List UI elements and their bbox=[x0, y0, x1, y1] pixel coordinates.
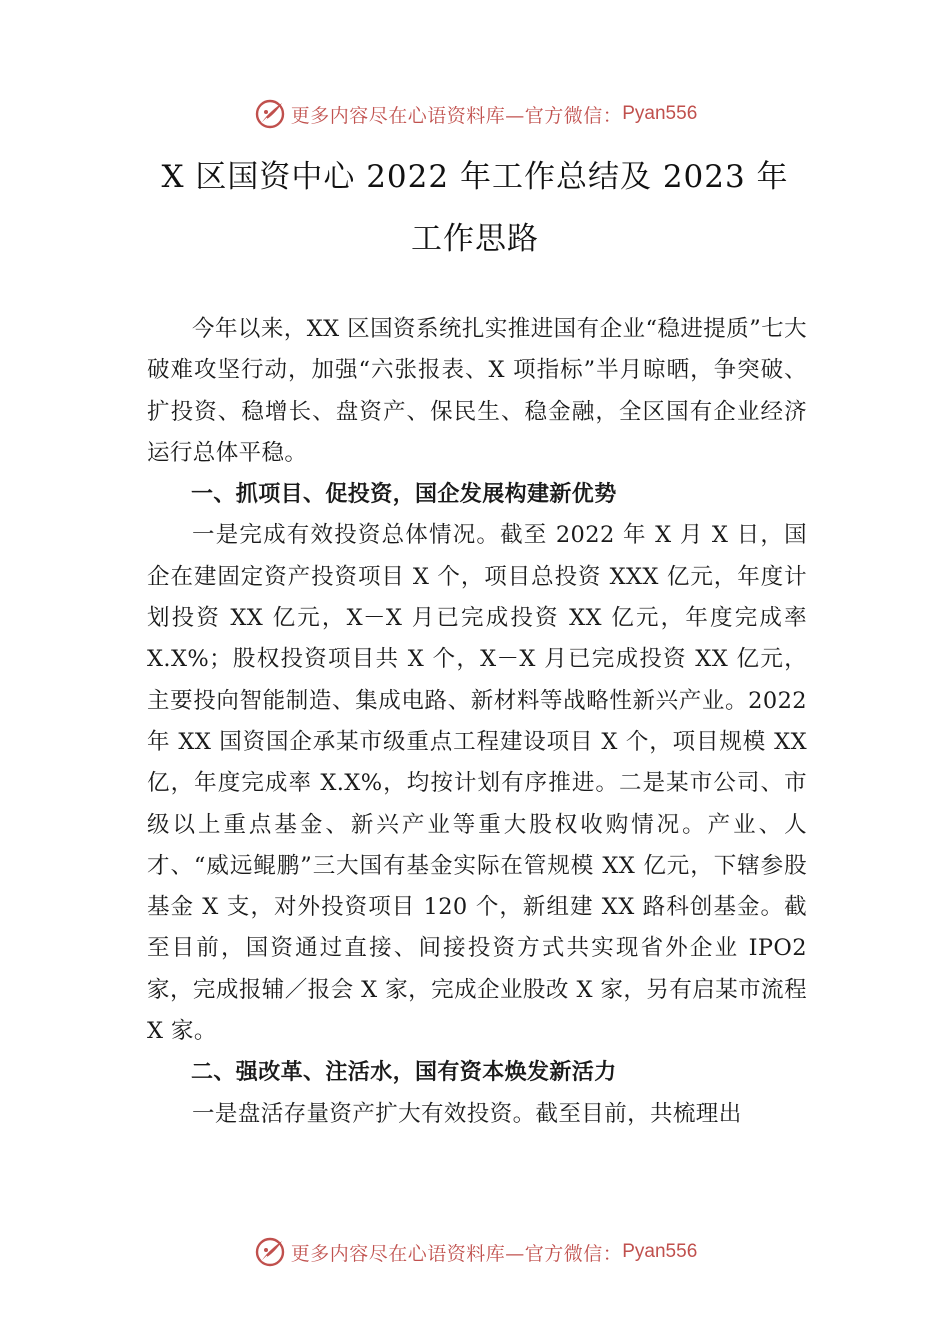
quill-pen-logo-icon bbox=[253, 97, 287, 131]
footer-watermark bbox=[0, 1232, 950, 1272]
section-2-paragraph: 一是盘活存量资产扩大有效投资。截至目前，共梳理出 bbox=[192, 1100, 742, 1127]
document-title-line-1: X 区国资中心 2022 年工作总结及 2023 年 bbox=[161, 159, 789, 195]
section-heading-2: 二、强改革、注活水，国有资本焕发新活力 bbox=[191, 1060, 617, 1086]
quill-pen-logo-icon bbox=[253, 1235, 287, 1269]
document-body bbox=[147, 309, 807, 1135]
section-1-paragraph: 一是完成有效投资总体情况。截至 2022 年 X 月 X 日，国企在建固定资产投资项目 X 个，项目总投资 XXX 亿元，年度计划投资 XX 亿元，X－X 月已完成投资 XX 亿元，年度完成率 X.X%；股权投资项目共 X 个，X－X 月已完成投资 XX 亿元，主要投向智能制造、集成电路、新材料等战略性新兴产业。2022 年 XX 国资国企承某市级重点工程建设项目 X 个，项目规模 XX 亿，年度完成率 X.X%，均按计划有序推进。二是某市公司、市级以上重点基金、新兴产业等重大股权收购情况。产业、人才、“威远鲲鹏”三大国有基金实际在管规模 XX 亿元，下辖参股基金 X 支，对外投资项目 120 个，新组建 XX 路科创基金。截至目前，国资通过直接、间接投资方式共实现省外企业 IPO2 家，完成报辅／报会 X 家，完成企业股改 X 家，另有启某市流程 X 家。 bbox=[147, 522, 807, 1045]
section-heading-1: 一、抓项目、促投资，国企发展构建新优势 bbox=[191, 482, 617, 508]
watermark-brand: Pyan556 bbox=[622, 1241, 698, 1262]
document-title-line-2: 工作思路 bbox=[411, 221, 539, 257]
watermark-slogan: 更多内容尽在心语资料库—官方微信： bbox=[290, 104, 623, 127]
intro-paragraph: 今年以来，XX 区国资系统扎实推进国有企业“稳进提质”七大破难攻坚行动，加强“六张报表、X 项指标”半月晾晒，争突破、扩投资、稳增长、盘资产、保民生、稳金融，全区国有企业经济运行总体平稳。 bbox=[147, 316, 807, 466]
watermark-slogan: 更多内容尽在心语资料库—官方微信： bbox=[290, 1242, 623, 1265]
watermark-brand: Pyan556 bbox=[622, 103, 698, 124]
header-watermark bbox=[0, 94, 950, 134]
